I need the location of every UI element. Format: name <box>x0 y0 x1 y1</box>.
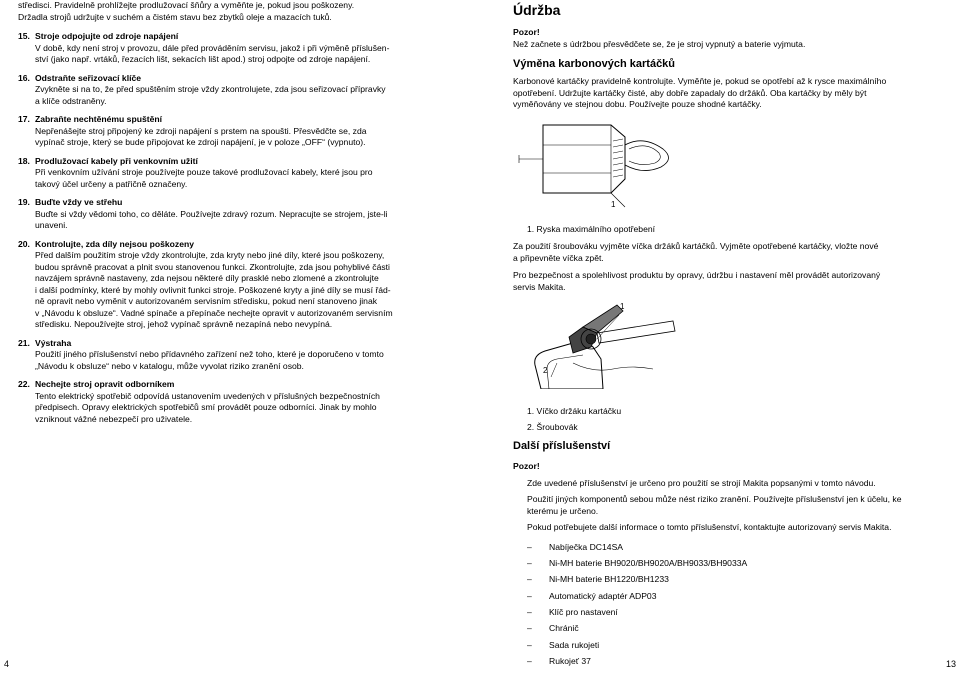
list-item-label: Sada rukojeti <box>549 639 600 650</box>
safety-item-21 <box>18 338 450 373</box>
item-line: „Návodu k obsluze“ nebo v katalogu, může vyvolat riziko zranění osob. <box>35 360 304 371</box>
list-item-label: Ni-MH baterie BH9020/BH9020A/BH9033/BH9033A <box>549 557 748 568</box>
list-item <box>513 574 945 590</box>
item-line: vypínač stroje, který se bude připojovat ke zdroji napájení, je v poloze „OFF“ (vypnuto). <box>35 137 366 147</box>
item-heading: Výstraha <box>35 337 72 348</box>
figure-legend: 1. Ryska maximálního opotřebení <box>527 223 656 234</box>
item-line: Před dalším použitím stroje vždy zkontrolujte, zda kryty nebo jiné díly, které jsou poškozeny, <box>35 250 385 260</box>
item-number: 17. <box>18 114 30 124</box>
safety-item-20 <box>18 239 450 331</box>
right-column <box>513 0 945 673</box>
intro-line: středisci. Pravidelně prohlížejte prodlužovací šňůry a vyměňte je, pokud jsou poškozeny. <box>18 0 355 10</box>
item-number: 15. <box>18 31 30 41</box>
list-dash: – <box>527 623 532 634</box>
safety-item-16 <box>18 73 450 108</box>
carbon-brush-illustration <box>513 115 683 210</box>
item-line: takový účel určeny a patřičně označeny. <box>35 178 188 189</box>
screw-line: a připevněte víčka zpět. <box>513 252 604 263</box>
warning-text: Než začnete s údržbou přesvědčete se, že je stroj vypnutý a baterie vyjmuta. <box>513 38 806 49</box>
list-item <box>513 623 945 639</box>
item-line: vzniknout vážné nebezpečí pro uživatele. <box>35 413 193 424</box>
list-dash: – <box>527 607 532 618</box>
warning-label: Pozor! <box>513 27 540 37</box>
item-number: 20. <box>18 238 30 249</box>
service-line: servis Makita. <box>513 281 566 292</box>
item-line: V době, kdy není stroj v provozu, dále před prováděním servisu, jakož i při výměně příslušen- <box>35 42 390 53</box>
safety-item-19 <box>18 197 450 232</box>
safety-item-22 <box>18 379 450 425</box>
item-number: 18. <box>18 155 30 166</box>
carbon-line: opotřebení. Udržujte kartáčky čisté, aby dobře zapadaly do držáků. Oba kartáčky by měly být <box>513 87 867 98</box>
list-dash: – <box>527 574 532 585</box>
list-item <box>513 558 945 574</box>
item-line: Tento elektrický spotřebič odpovídá ustanovením uvedených v příslušných bezpečnostních <box>35 390 380 401</box>
brush-cap-figure <box>513 303 733 389</box>
item-line: předpisech. Opravy elektrických spotřebičů smí provádět pouze odborníci. Jinak by mohlo <box>35 402 377 412</box>
item-number: 16. <box>18 72 30 83</box>
item-line: ství (jako např. vrtáků, řezacích lišt, sekacích lišt apod.) stroj odpojte od zdroje napájení. <box>35 54 371 64</box>
item-line: Buďte si vždy vědomi toho, co děláte. Používejte zdravý rozum. Nepracujte se strojem, jste-li <box>35 208 388 219</box>
screw-line: Za použití šroubováku vyjměte víčka držáků kartáčků. Vyjměte opotřebené kartáčky, vložte nové <box>513 241 879 251</box>
item-line: středisku. Nepoužívejte stroj, jehož vypínač správně nezapíná nebo nevypíná. <box>35 319 333 329</box>
list-dash: – <box>527 590 532 601</box>
item-heading: Buďte vždy ve střehu <box>35 197 123 207</box>
list-dash: – <box>527 557 532 568</box>
accessories-text: kterému je určeno. <box>527 505 599 516</box>
item-line: a klíče odstraněny. <box>35 95 107 106</box>
item-line: navzájem správně nastaveny, zda nejsou některé díly prasklé nebo zlomené a zkontrolujte <box>35 273 379 283</box>
item-heading: Nechejte stroj opravit odborníkem <box>35 379 175 389</box>
screwdriver-text <box>513 241 945 264</box>
item-line: Při venkovním užívání stroje používejte pouze takové prodlužovací kabely, které jsou pro <box>35 167 373 177</box>
item-line: unaveni. <box>35 220 68 230</box>
service-text <box>513 270 945 293</box>
legend-line: 1. Víčko držáku kartáčku <box>527 406 622 416</box>
list-item <box>513 640 945 656</box>
item-line: i další podmínky, které by mohly ovlivnit funkci stroje. Poškozené kryty a jiné díly se musí řád- <box>35 284 391 295</box>
item-line: v „Návodu k obsluze“. Vadné spínače a přepínače nechejte opravit v autorizovaném servisním <box>35 307 393 318</box>
list-item <box>513 656 945 672</box>
item-line: ně opravit nebo vyměnit v autorizovaném servisním středisku, pokud není stanoveno jinak <box>35 296 378 306</box>
accessories-title: Další příslušenství <box>513 440 611 452</box>
carbon-brush-text <box>513 76 945 111</box>
accessories-text: Zde uvedené příslušenství je určeno pro použití se strojí Makita popsanými v tomto návodu. <box>527 477 876 488</box>
page-number-left: 4 <box>4 659 10 669</box>
carbon-line: vyměňovány ve stejnou dobu. Používejte pouze shodné kartáčky. <box>513 99 762 109</box>
item-line: Použití jiného příslušenství nebo přídavného zařízení než toho, které je doporučeno v tomto <box>35 349 384 359</box>
safety-item-15 <box>18 31 450 66</box>
carbon-brush-title: Výměna karbonových kartáčků <box>513 58 676 70</box>
safety-item-18 <box>18 156 450 191</box>
item-heading: Stroje odpojujte od zdroje napájení <box>35 31 179 41</box>
item-line: budou správně pracovat a plnit svou stanovenou funkci. Zkontrolujte, zda jsou pohyblivé části <box>35 261 390 272</box>
list-item-label: Ni-MH baterie BH1220/BH1233 <box>549 574 669 585</box>
item-heading: Odstraňte seřizovací klíče <box>35 72 142 83</box>
page-number-right: 13 <box>945 659 956 669</box>
list-item-label: Automatický adaptér ADP03 <box>549 590 657 601</box>
left-column <box>18 0 450 432</box>
list-item-label: Chránič <box>549 623 579 634</box>
intro-line: Držadla strojů udržujte v suchém a čistém stavu bez zbytků oleje a mazacích tuků. <box>18 11 332 22</box>
item-heading: Kontrolujte, zda díly nejsou poškozeny <box>35 238 195 249</box>
list-item <box>513 542 945 558</box>
list-dash: – <box>527 656 532 667</box>
list-item <box>513 591 945 607</box>
figure-callout: 2 <box>543 366 548 375</box>
item-number: 22. <box>18 379 30 389</box>
safety-item-17 <box>18 114 450 149</box>
accessories-text: Pokud potřebujete další informace o tomto příslušenství, kontaktujte autorizovaný servis Makita. <box>527 522 892 532</box>
item-heading: Zabraňte nechtěnému spuštění <box>35 114 163 124</box>
figure-callout: 1 <box>611 199 616 209</box>
list-item <box>513 607 945 623</box>
maintenance-title: Údržba <box>513 2 561 18</box>
list-dash: – <box>527 639 532 650</box>
figure-legend <box>513 403 945 435</box>
item-line: Nepřenášejte stroj připojený ke zdroji napájení s prstem na spoušti. Přesvědčte se, zda <box>35 125 367 136</box>
list-item-label: Nabíječka DC14SA <box>549 541 624 552</box>
item-line: Zvykněte si na to, že před spuštěním stroje vždy zkontrolujete, zda jsou seřizovací přípravky <box>35 84 386 94</box>
item-number: 19. <box>18 197 30 207</box>
legend-line: 2. Šroubovák <box>527 422 578 432</box>
figure-callout: 1 <box>620 302 625 311</box>
warning-label: Pozor! <box>513 461 540 471</box>
carbon-line: Karbonové kartáčky pravidelně kontrolujte. Vyměňte je, pokud se opotřebí až k rysce maximálního <box>513 76 887 86</box>
list-item-label: Klíč pro nastavení <box>549 607 618 618</box>
item-number: 21. <box>18 337 30 348</box>
intro-text <box>18 0 450 23</box>
brush-wear-figure <box>513 115 683 210</box>
list-item-label: Rukojeť 37 <box>549 656 591 667</box>
item-heading: Prodlužovací kabely při venkovním užití <box>35 155 198 166</box>
accessories-text: Použití jiných komponentů sebou může nést riziko zranění. Používejte příslušenství jen k účelu, ke <box>527 494 902 504</box>
service-line: Pro bezpečnost a spolehlivost produktu by opravy, údržbu i nastavení měl provádět autorizovaný <box>513 270 881 280</box>
accessories-list <box>513 542 945 673</box>
list-dash: – <box>527 541 532 552</box>
